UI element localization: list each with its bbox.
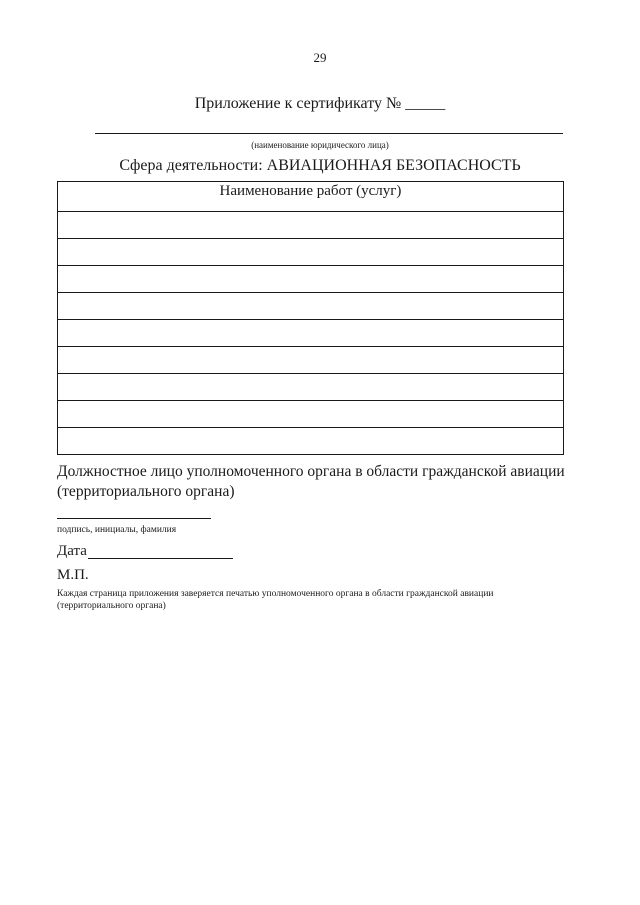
activity-sphere: Сфера деятельности: АВИАЦИОННАЯ БЕЗОПАСНОСТЬ — [119, 157, 521, 174]
entity-name-caption: (наименование юридического лица) — [251, 140, 389, 150]
date-line — [88, 558, 233, 559]
table-cell — [58, 428, 564, 455]
table-cell — [58, 320, 564, 347]
appendix-title: Приложение к сертификату № _____ — [194, 95, 446, 112]
signature-caption: подпись, инициалы, фамилия — [57, 525, 177, 535]
entity-name-line — [95, 133, 563, 134]
table-header-row — [58, 182, 564, 212]
official-text: Должностное лицо уполномоченного органа в области гражданской авиации (территориального органа) — [57, 463, 565, 500]
table-cell — [58, 347, 564, 374]
table-row — [58, 239, 564, 266]
table-row — [58, 293, 564, 320]
table-row — [58, 320, 564, 347]
table-row — [58, 212, 564, 239]
table-cell — [58, 266, 564, 293]
table-row — [58, 374, 564, 401]
table-cell — [58, 293, 564, 320]
table-row — [58, 401, 564, 428]
table-header: Наименование работ (услуг) — [58, 182, 564, 212]
table-cell — [58, 239, 564, 266]
table-cell — [58, 401, 564, 428]
table-cell — [58, 374, 564, 401]
signature-line — [57, 518, 211, 519]
table-row — [58, 266, 564, 293]
table-cell — [58, 212, 564, 239]
works-table — [57, 181, 564, 455]
table-row — [58, 428, 564, 455]
footnote: Каждая страница приложения заверяется печатью уполномоченного органа в области гражданской авиации (территориального органа) — [57, 589, 494, 611]
table-row — [58, 347, 564, 374]
date-label: Дата — [57, 543, 87, 559]
stamp-label: М.П. — [57, 567, 89, 583]
page-number: 29 — [313, 50, 327, 65]
